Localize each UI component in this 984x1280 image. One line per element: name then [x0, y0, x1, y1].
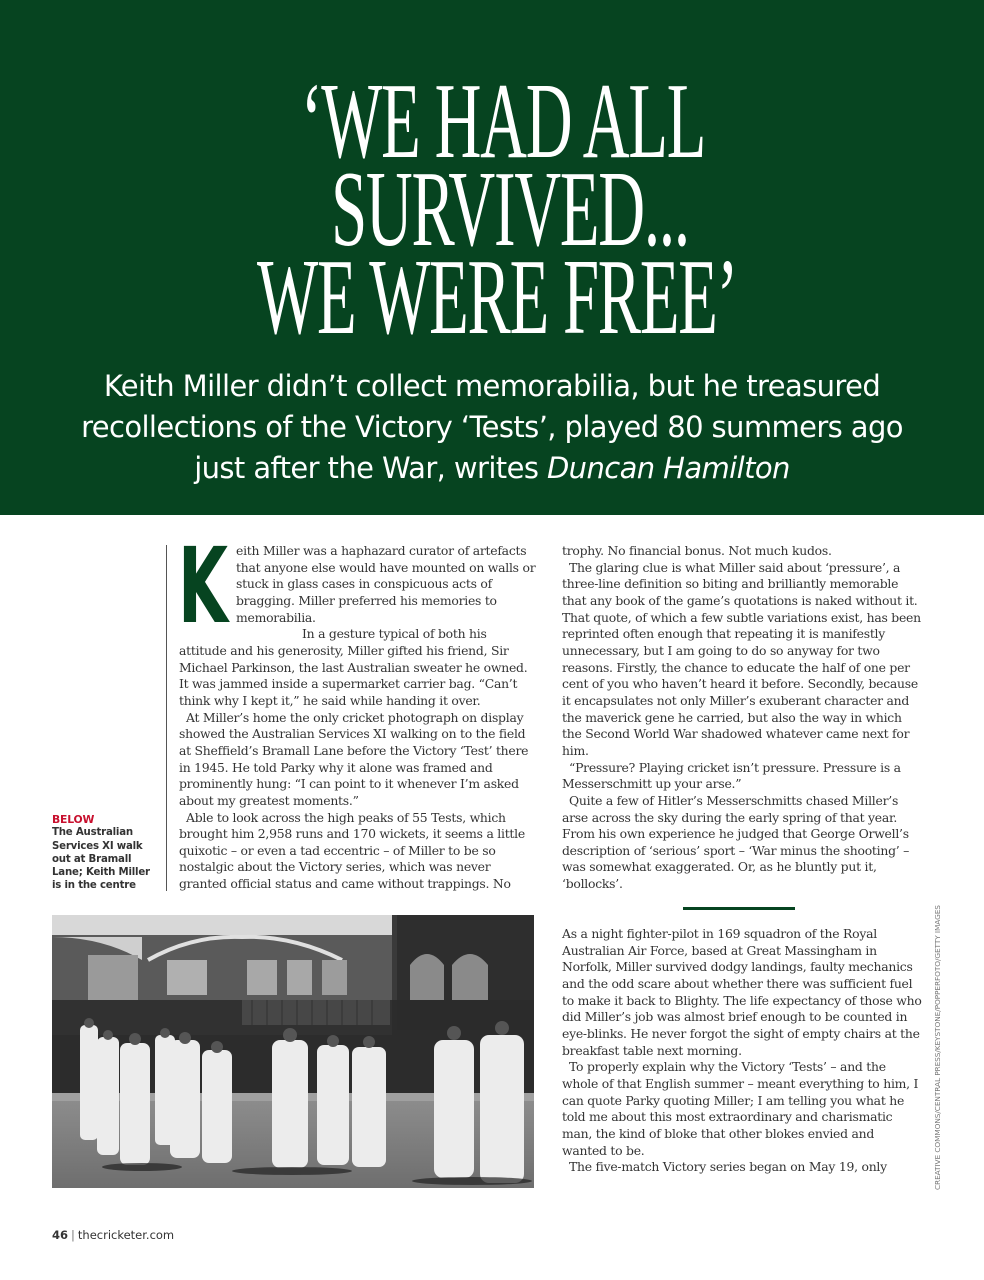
hero-banner: [0, 0, 984, 515]
article-paragraph: At Miller’s home the only cricket photograph on display showed the Australian Services XI walking on to the field at Sheffield’s Bramall Lane before the Victory ‘Test’ there in 1945. He told Parky why it alone was framed and prominently hung: “I can point to it whenever I’m asked about my greatest moments.”: [179, 709, 529, 808]
caption-label: BELOW: [52, 813, 95, 826]
article-column-1: [178, 525, 537, 893]
team-photo: [52, 915, 534, 1188]
article-paragraph: Able to look across the high peaks of 55 Tests, which brought him 2,958 runs and 170 wickets, it seems a little quixotic – or even a tad eccentric – of Miller to be so nostalgic about the Victory series, which was never granted official status and came without trappings. No: [179, 809, 525, 892]
standfirst-text: Keith Miller didn’t collect memorabilia, but he treasured recollections of the Victory ‘Tests’, played 80 summers ago just after the War, writes: [81, 369, 903, 485]
column-rule: [166, 545, 167, 891]
article-paragraph: The five-match Victory series began on May 19, only: [569, 1159, 887, 1175]
photo-image: [52, 915, 534, 1188]
section-divider: [683, 907, 795, 910]
article-paragraph: trophy. No financial bonus. Not much kudos.: [562, 543, 832, 558]
headline-line-3: WE WERE FREE’: [257, 238, 737, 357]
article-paragraph: As a night fighter-pilot in 169 squadron of the Royal Australian Air Force, based at Great Massingham in Norfolk, Miller survived dodgy landings, faulty mechanics and the odd scare about whether there was sufficient fuel to make it back to Blighty. The life expectancy of those who did Miller’s job was almost brief enough to be counted in eye-blinks. He never forgot the sight of empty chairs at the breakfast table next morning.: [562, 926, 922, 1058]
footer-separator: |: [71, 1228, 75, 1242]
article-paragraph: [179, 626, 537, 709]
article-column-2-bottom: [562, 926, 922, 1176]
byline: Duncan Hamilton: [546, 451, 790, 485]
standfirst: [60, 366, 924, 489]
headline-line-1: ‘WE HAD ALL: [300, 62, 706, 181]
headline: [0, 62, 984, 357]
article-paragraph: “Pressure? Playing cricket isn’t pressure. Pressure is a Messerschmitt up your arse.”: [562, 759, 901, 792]
drop-cap: K: [178, 525, 228, 647]
site-url: thecricketer.com: [77, 1228, 175, 1242]
article-column-2-top: [562, 543, 922, 893]
article-paragraph: The glaring clue is what Miller said about ‘pressure’, a three-line definition so biting and brilliantly memorable that any book of the game’s quotations is naked without it. That quote, of which a few subtle variations exist, has been reprinted often enough that repeating it is manifestly unnecessary, but I am going to do so anyway for two reasons. Firstly, the chance to educate the half of one per cent of you who haven’t heard it before. Secondly, because it encapsulates not only Miller’s exuberant character and the maverick gene he carried, but also the way in which the Second World War shadowed whatever came next for him.: [562, 559, 921, 758]
page-number: 46: [52, 1228, 69, 1242]
photo-caption: [52, 813, 158, 893]
article-paragraph: [178, 525, 537, 647]
page-footer: [52, 1228, 174, 1242]
caption-text: The Australian Services XI walk out at Bramall Lane; Keith Miller is in the centre: [52, 827, 150, 892]
paragraph-text: eith Miller was a haphazard curator of artefacts that anyone else would have mounted on walls or stuck in glass cases in conspicuous acts of bragging. Miller preferred his memories to memorabilia.: [236, 543, 536, 625]
article-paragraph: Quite a few of Hitler’s Messerschmitts chased Miller’s arse across the sky during the early spring of that year. From his own experience he judged that George Orwell’s description of ‘serious’ sport – ‘War minus the shooting’ – was somewhat exaggerated. Or, as he bluntly put it, ‘bollocks’.: [562, 792, 910, 892]
photo-credit: CREATIVE COMMONS/CENTRAL PRESS/KEYSTONE/POPPERFOTO/GETTY IMAGES: [933, 905, 942, 1190]
paragraph-text: In a gesture typical of both his attitude and his generosity, Miller gifted his friend, Sir Michael Parkinson, the last Australian sweater he owned. It was jammed inside a supermarket carrier bag. “Can’t think why I kept it,” he said while handing it over.: [179, 626, 528, 708]
article-paragraph: To properly explain why the Victory ‘Tests’ – and the whole of that English summer – meant everything to him, I can quote Parky quoting Miller; I am telling you what he told me about this most extraordinary and charismatic man, the kind of bloke that other blokes envied and wanted to be.: [562, 1059, 919, 1158]
headline-line-2: SURVIVED...: [331, 150, 689, 269]
